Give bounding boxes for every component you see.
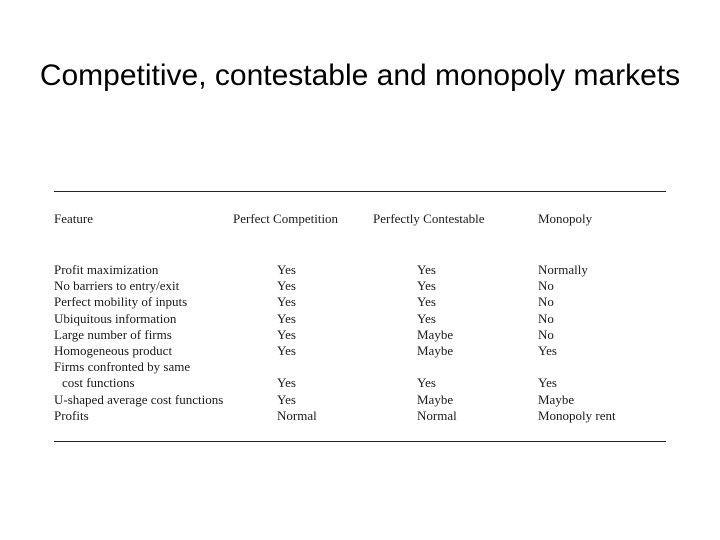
row-contestable: Maybe [417, 343, 454, 358]
row-pc: Yes [277, 311, 296, 326]
row-monopoly: Normally [538, 262, 588, 277]
row-feature: Homogeneous product [54, 343, 173, 358]
row-pc: Yes [277, 343, 296, 358]
row-feature: No barriers to entry/exit [54, 278, 180, 293]
row-monopoly: No [538, 311, 554, 326]
row-monopoly: No [538, 327, 554, 342]
row-feature: Perfect mobility of inputs [54, 294, 188, 309]
table-top-rule [54, 191, 666, 192]
row-contestable: Yes [417, 311, 436, 326]
row-feature: cost functions [62, 375, 135, 390]
row-contestable: Yes [417, 262, 436, 277]
row-feature: Firms confronted by same [54, 359, 191, 374]
row-feature: Ubiquitous information [54, 311, 177, 326]
row-feature: U-shaped average cost functions [54, 392, 224, 407]
row-monopoly: No [538, 278, 554, 293]
row-contestable: Yes [417, 278, 436, 293]
row-pc: Yes [277, 262, 296, 277]
row-pc: Yes [277, 375, 296, 390]
header-perfect-competition: Perfect Competition [233, 211, 339, 226]
row-contestable: Normal [417, 408, 457, 423]
row-contestable: Maybe [417, 327, 454, 342]
header-feature: Feature [54, 211, 93, 226]
row-monopoly: Yes [538, 343, 557, 358]
row-feature: Large number of firms [54, 327, 172, 342]
header-monopoly: Monopoly [538, 211, 593, 226]
header-perfectly-contestable: Perfectly Contestable [373, 211, 485, 226]
row-feature: Profit maximization [54, 262, 159, 277]
row-pc: Yes [277, 278, 296, 293]
row-pc: Normal [277, 408, 317, 423]
row-contestable: Yes [417, 375, 436, 390]
row-monopoly: No [538, 294, 554, 309]
row-pc: Yes [277, 327, 296, 342]
table-bottom-rule [54, 441, 666, 442]
row-monopoly: Monopoly rent [538, 408, 616, 423]
row-monopoly: Yes [538, 375, 557, 390]
row-pc: Yes [277, 392, 296, 407]
row-monopoly: Maybe [538, 392, 575, 407]
row-feature: Profits [54, 408, 89, 423]
row-contestable: Maybe [417, 392, 454, 407]
row-contestable: Yes [417, 294, 436, 309]
row-pc: Yes [277, 294, 296, 309]
slide-title: Competitive, contestable and monopoly markets [39, 59, 681, 92]
